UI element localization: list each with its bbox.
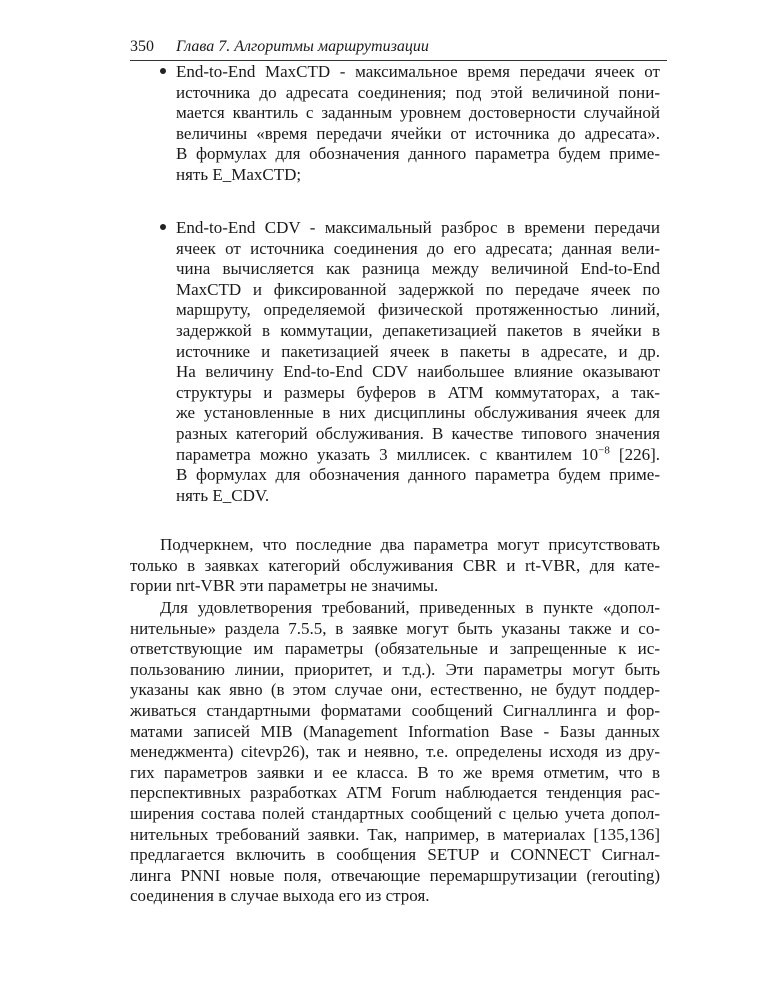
text-line-quantile (176, 445, 660, 466)
text-line: На величину End-to-End CDV наибольшее влияние оказывают (176, 362, 660, 382)
text-line: маршруту, определяемой физической протяженностью линий, (176, 300, 660, 320)
bullet-icon (160, 68, 166, 74)
page-number: 350 (130, 38, 154, 55)
paragraph-note (130, 535, 660, 597)
text-line: разных категорий обслуживания. В качестве типового значения (176, 423, 660, 443)
text-line: источника до адресата соединения; под этой величиной пони- (176, 82, 660, 102)
text-line: В формулах для обозначения данного параметра будем приме- (176, 144, 660, 164)
bullet-item-cdv (176, 218, 660, 506)
text-line: ячеек от источника соединения до его адресата; данная вели- (176, 238, 660, 258)
text-line: ответствующие им параметры (обязательные и запрещенные к ис- (130, 639, 660, 659)
text-line: гории nrt-VBR эти параметры не значимы. (130, 576, 439, 596)
text-line: нять E_MaxCTD; (176, 164, 302, 184)
text-line: матами записей MIB (Management Information Base - Базы данных (130, 721, 660, 741)
text-line: источнике и пакетизацией ячеек в пакеты в адресате, и др. (176, 341, 660, 361)
exponent: −8 (598, 443, 610, 456)
text-line: чина вычисляется как разница между величиной End-to-End (176, 259, 660, 279)
text-segment: параметра можно указать 3 миллисек. с квантилем 10 (176, 444, 599, 464)
text-line: соединения в случае выхода его из строя. (130, 886, 430, 906)
running-header (130, 36, 667, 61)
text-line: ширения состава полей стандартных сообщений с целью учета допол- (130, 803, 660, 823)
text-line: End-to-End CDV - максимальный разброс в времени передачи (176, 218, 660, 237)
text-line: задержкой в коммутации, депакетизацией пакетов в ячейки в (176, 320, 660, 340)
text-line: структуры и размеры буферов в ATM коммутаторах, а так- (176, 382, 660, 402)
text-line: линга PNNI новые поля, отвечающие перемаршрутизации (rerouting) (130, 865, 660, 885)
text-line: В формулах для обозначения данного параметра будем приме- (176, 465, 660, 485)
text-line: только в заявках категорий обслуживания CBR и rt-VBR, для кате- (130, 555, 660, 575)
bullet-icon (160, 224, 166, 230)
text-line: нительных требований заявки. Так, например, в материалах [135,136] (130, 824, 660, 844)
text-line: Подчеркнем, что последние два параметра могут присутствовать (160, 535, 660, 554)
chapter-title: Глава 7. Алгоритмы маршрутизации (176, 38, 429, 55)
text-line: менеджмента) citevp26), так и неявно, т.е. определены исходя из дру- (130, 742, 660, 762)
bullet-item-maxctd (176, 62, 660, 186)
text-line: нительные» раздела 7.5.5, в заявке могут быть указаны также и со- (130, 618, 660, 638)
text-line: нять E_CDV. (176, 485, 270, 505)
text-line: гих параметров заявки и ее класса. В то же время отметим, что в (130, 762, 660, 782)
text-line: перспективных разработках ATM Forum наблюдается тенденция рас- (130, 783, 660, 803)
text-line: MaxCTD и фиксированной задержкой по передаче ячеек по (176, 279, 660, 299)
text-line: величины «время передачи ячейки от источника до адресата». (176, 123, 660, 143)
text-line: указаны как явно (в этом случае они, естественно, не будут поддер- (130, 680, 660, 700)
text-line: мается квантиль с заданным уровнем достоверности случайной (176, 103, 660, 123)
paragraph-requirements (130, 598, 660, 907)
text-line: End-to-End MaxCTD - максимальное время передачи ячеек от (176, 62, 660, 81)
text-line: же установленные в них дисциплины обслуживания ячеек для (176, 403, 660, 423)
text-line: предлагается включить в сообщения SETUP и CONNECT Сигнал- (130, 845, 660, 865)
text-line: живаться стандартными форматами сообщений Сигналлинга и фор- (130, 700, 660, 720)
citation: [226]. (609, 444, 660, 464)
text-line: Для удовлетворения требований, приведенных в пункте «допол- (160, 598, 660, 617)
text-line: пользованию линии, приоритет, и т.д.). Эти параметры могут быть (130, 659, 660, 679)
